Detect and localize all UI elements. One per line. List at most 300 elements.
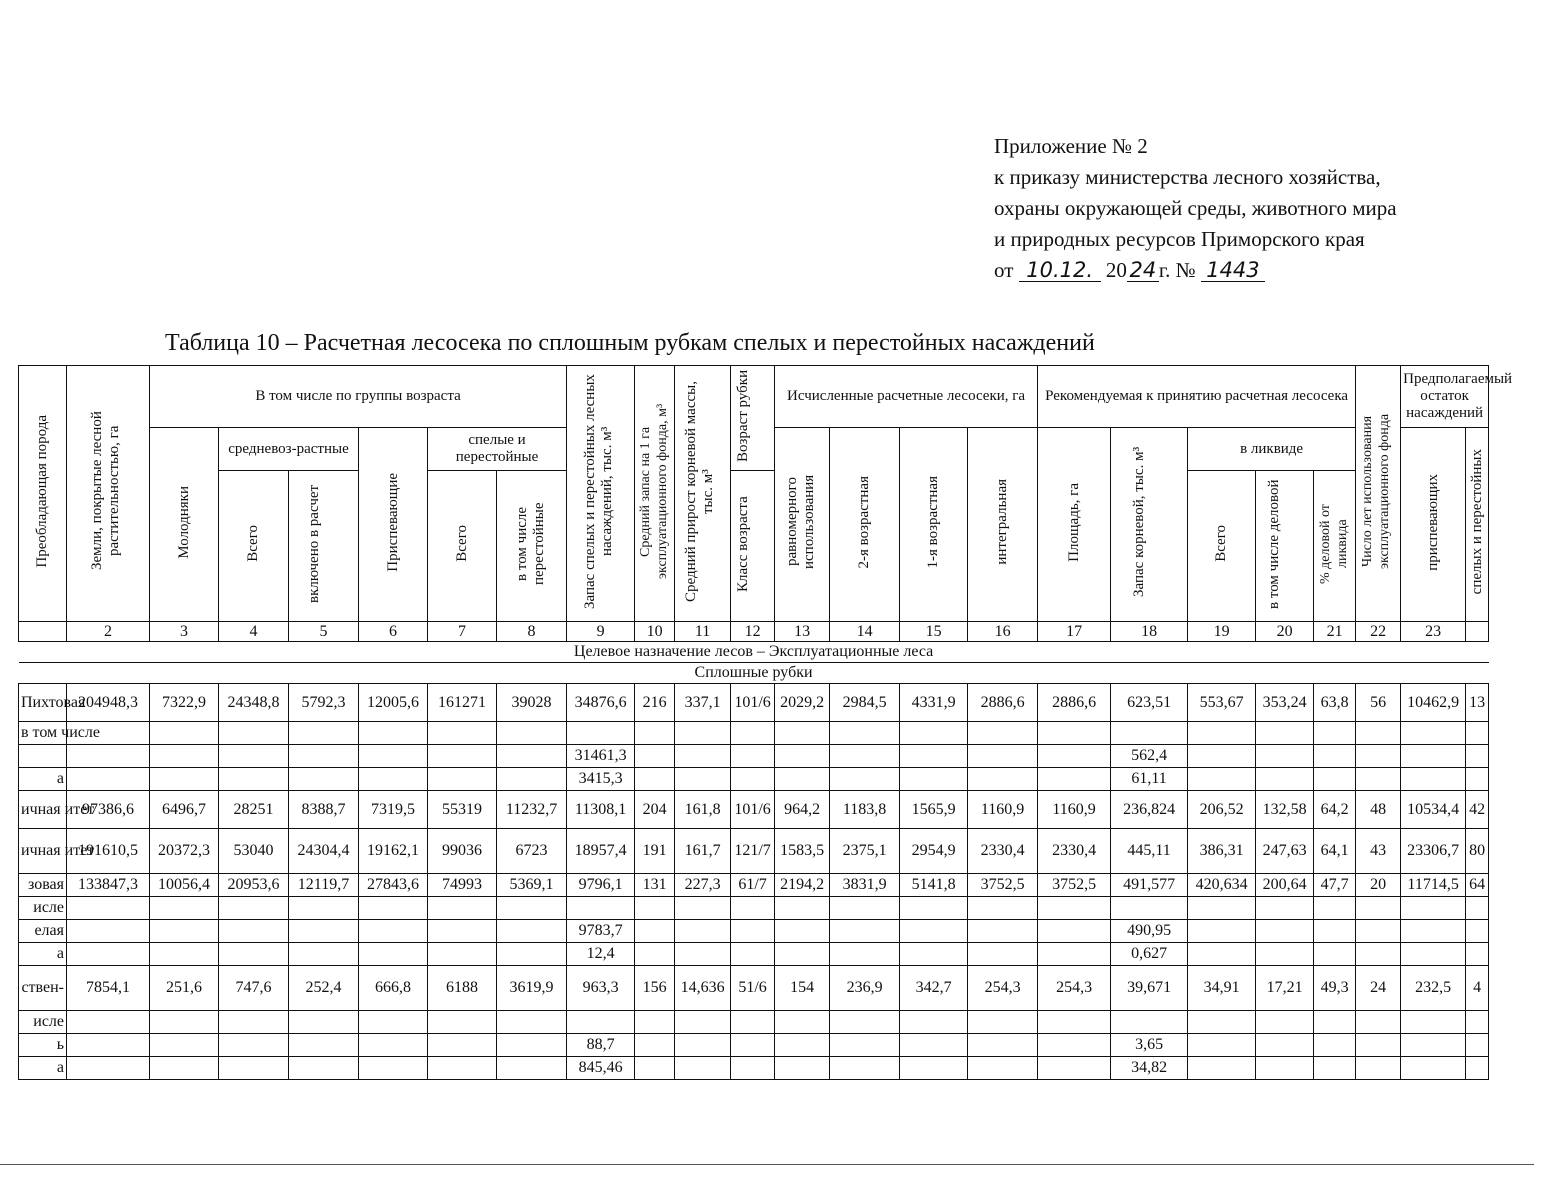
table-cell [150, 1011, 219, 1034]
table-cell: 20 [1356, 874, 1401, 897]
table-cell [1314, 920, 1356, 943]
table-cell [731, 1034, 775, 1057]
table-cell [150, 722, 219, 745]
table-cell: 23306,7 [1401, 829, 1466, 874]
header-overripe: в том числе перестойные [497, 471, 567, 622]
header-liquid-total: Всего [1188, 471, 1256, 622]
table-cell [968, 1057, 1038, 1080]
table-cell: 445,11 [1111, 829, 1188, 874]
table-cell [1466, 897, 1489, 920]
table-cell [567, 897, 635, 920]
section-cut-type: Сплошные рубки [19, 663, 1489, 684]
column-number: 11 [675, 622, 731, 642]
table-cell: 161,8 [675, 791, 731, 829]
table-cell [731, 1011, 775, 1034]
table-cell [497, 943, 567, 966]
table-cell [635, 1011, 675, 1034]
table-cell: 156 [635, 966, 675, 1011]
table-cell [219, 897, 289, 920]
table-cell [675, 722, 731, 745]
table-cell: 216 [635, 684, 675, 722]
table-cell [1038, 768, 1111, 791]
table-cell [1356, 1057, 1401, 1080]
table-cell: 1583,5 [775, 829, 830, 874]
table-cell [359, 943, 428, 966]
table-cell [359, 722, 428, 745]
header-remaining-stands: Предполагаемый остаток насаждений [1401, 366, 1489, 428]
table-cell: 49,3 [1314, 966, 1356, 1011]
table-cell: 88,7 [567, 1034, 635, 1057]
table-cell [775, 1011, 830, 1034]
table-cell [1356, 722, 1401, 745]
column-number [19, 622, 67, 642]
column-number: 6 [359, 622, 428, 642]
table-cell: 386,31 [1188, 829, 1256, 874]
table-cell [1356, 1034, 1401, 1057]
header-integral: интегральная [968, 428, 1038, 622]
table-cell [1188, 920, 1256, 943]
column-number: 23 [1401, 622, 1466, 642]
table-cell [731, 1057, 775, 1080]
table-cell: 2029,2 [775, 684, 830, 722]
table-cell: 10056,4 [150, 874, 219, 897]
table-cell: 204 [635, 791, 675, 829]
table-cell [67, 1034, 150, 1057]
table-cell: 491,577 [1111, 874, 1188, 897]
row-species-label: ичная итет [19, 791, 67, 829]
table-cell: 3752,5 [1038, 874, 1111, 897]
table-cell [1401, 920, 1466, 943]
section-purpose-row [19, 642, 1489, 663]
table-cell: 3831,9 [830, 874, 900, 897]
table-cell: 3619,9 [497, 966, 567, 1011]
table-cell [731, 943, 775, 966]
table-cell [900, 722, 968, 745]
table-cell: 666,8 [359, 966, 428, 1011]
table-cell [830, 1057, 900, 1080]
header-forest-land: Земли, покрытые лесной растительностью, га [67, 366, 150, 622]
handwritten-year: 24 [1127, 259, 1159, 282]
row-species-label: зовая [19, 874, 67, 897]
table-cell [219, 768, 289, 791]
table-cell [67, 943, 150, 966]
table-cell: 1160,9 [1038, 791, 1111, 829]
header-avg-growth: Средний прирост корневой массы, тыс. м³ [675, 366, 731, 622]
section-cut-type-row [19, 663, 1489, 684]
table-cell: 154 [775, 966, 830, 1011]
table-cell: 2886,6 [1038, 684, 1111, 722]
header-business-percent: % деловой от ликвида [1314, 471, 1356, 622]
table-cell: 204948,3 [67, 684, 150, 722]
table-cell [1111, 722, 1188, 745]
header-avg-stock: Средний запас на 1 га эксплуатационного фонда, м³ [635, 366, 675, 622]
table-cell [150, 897, 219, 920]
table-cell [428, 722, 497, 745]
table-cell [900, 920, 968, 943]
table-cell [567, 1011, 635, 1034]
table-cell [1314, 768, 1356, 791]
table-cell [289, 1057, 359, 1080]
table-cell: 6723 [497, 829, 567, 874]
table-cell: 10534,4 [1401, 791, 1466, 829]
header-liquid-business: в том числе деловой [1256, 471, 1314, 622]
table-cell [1401, 1011, 1466, 1034]
table-cell [1256, 1057, 1314, 1080]
table-cell [775, 1034, 830, 1057]
table-row [19, 768, 1489, 791]
table-cell [1256, 1034, 1314, 1057]
table-cell: 251,6 [150, 966, 219, 1011]
table-cell [1188, 745, 1256, 768]
header-premature-remaining: приспевающих [1401, 428, 1466, 622]
column-number: 13 [775, 622, 830, 642]
table-cell: 254,3 [1038, 966, 1111, 1011]
header-area: Площадь, га [1038, 428, 1111, 622]
table-cell: 10462,9 [1401, 684, 1466, 722]
table-cell: 24348,8 [219, 684, 289, 722]
table-cell: 12119,7 [289, 874, 359, 897]
order-line-1: к приказу министерства лесного хозяйства, [994, 165, 1381, 189]
header-ripe-total: Всего [428, 471, 497, 622]
row-species-label: исле [19, 1011, 67, 1034]
table-cell [359, 897, 428, 920]
table-cell: 191610,5 [67, 829, 150, 874]
table-cell [150, 1034, 219, 1057]
header-age-groups: В том числе по группы возраста [150, 366, 567, 428]
table-cell [497, 722, 567, 745]
header-young: Молодняки [150, 428, 219, 622]
table-cell: 1565,9 [900, 791, 968, 829]
table-cell: 9796,1 [567, 874, 635, 897]
table-cell [219, 745, 289, 768]
table-cell [1188, 1011, 1256, 1034]
table-cell: 254,3 [968, 966, 1038, 1011]
table-cell: 13 [1466, 684, 1489, 722]
table-cell [1466, 722, 1489, 745]
table-cell [1314, 722, 1356, 745]
table-cell: 64,1 [1314, 829, 1356, 874]
table-cell: 11232,7 [497, 791, 567, 829]
table-cell [67, 1057, 150, 1080]
table-cell: 55319 [428, 791, 497, 829]
table-cell [219, 920, 289, 943]
table-cell [150, 920, 219, 943]
table-cell: 623,51 [1111, 684, 1188, 722]
table-cell: 0,627 [1111, 943, 1188, 966]
table-cell [675, 1034, 731, 1057]
row-species-label: а [19, 1057, 67, 1080]
table-cell [289, 745, 359, 768]
column-number: 9 [567, 622, 635, 642]
table-cell [359, 768, 428, 791]
column-number: 3 [150, 622, 219, 642]
table-cell: 97386,6 [67, 791, 150, 829]
table-cell [289, 1011, 359, 1034]
table-cell: 236,824 [1111, 791, 1188, 829]
table-cell [731, 920, 775, 943]
table-cell [428, 1057, 497, 1080]
table-cell [830, 920, 900, 943]
table-cell [359, 1034, 428, 1057]
header-ripe-stock: Запас спелых и перестойных лесных насаждений, тыс. м³ [567, 366, 635, 622]
year-prefix: 20 [1105, 258, 1127, 282]
table-title: Таблица 10 – Расчетная лесосека по сплошным рубкам спелых и перестойных насаждений [165, 330, 1095, 356]
table-cell: 56 [1356, 684, 1401, 722]
table-cell: 12005,6 [359, 684, 428, 722]
row-species-label: а [19, 768, 67, 791]
table-container [18, 365, 1513, 1076]
table-cell: 2194,2 [775, 874, 830, 897]
table-cell [900, 1034, 968, 1057]
table-cell: 64 [1466, 874, 1489, 897]
table-row [19, 684, 1489, 722]
table-cell: 131 [635, 874, 675, 897]
order-line-3: и природных ресурсов Приморского края [994, 227, 1365, 251]
table-cell: 2984,5 [830, 684, 900, 722]
table-cell: 200,64 [1256, 874, 1314, 897]
table-cell [1256, 1011, 1314, 1034]
table-cell [830, 897, 900, 920]
table-cell: 121/7 [731, 829, 775, 874]
table-cell [497, 1057, 567, 1080]
table-cell: 7319,5 [359, 791, 428, 829]
table-cell [775, 1057, 830, 1080]
column-number: 22 [1356, 622, 1401, 642]
table-cell [1401, 897, 1466, 920]
table-cell [635, 745, 675, 768]
order-line-2: охраны окружающей среды, животного мира [994, 196, 1397, 220]
date-prefix: от [994, 258, 1014, 282]
table-cell [900, 745, 968, 768]
table-cell: 252,4 [289, 966, 359, 1011]
table-cell [1314, 1034, 1356, 1057]
row-species-label: в том числе [19, 722, 67, 745]
table-cell [1188, 722, 1256, 745]
header-uniform: равномерного использования [775, 428, 830, 622]
table-cell [289, 943, 359, 966]
table-cell [1466, 943, 1489, 966]
table-cell: 20953,6 [219, 874, 289, 897]
appendix-header [994, 131, 1534, 286]
table-cell [731, 722, 775, 745]
row-species-label: ствен- [19, 966, 67, 1011]
table-cell [968, 1011, 1038, 1034]
column-number: 17 [1038, 622, 1111, 642]
table-cell [67, 745, 150, 768]
table-cell: 31461,3 [567, 745, 635, 768]
row-species-label: ичная итет [19, 829, 67, 874]
table-row [19, 1034, 1489, 1057]
handwritten-order-number: 1443 [1201, 259, 1265, 282]
table-row [19, 1011, 1489, 1034]
table-cell: 232,5 [1401, 966, 1466, 1011]
row-species-label [19, 745, 67, 768]
header-calculated-cuts: Исчисленные расчетные лесосеки, га [775, 366, 1038, 428]
table-cell: 161271 [428, 684, 497, 722]
table-cell [1314, 745, 1356, 768]
table-cell: 5369,1 [497, 874, 567, 897]
table-cell: 8388,7 [289, 791, 359, 829]
table-cell [675, 897, 731, 920]
table-cell: 353,24 [1256, 684, 1314, 722]
cutting-table [18, 365, 1513, 1080]
table-cell [968, 920, 1038, 943]
table-cell: 34876,6 [567, 684, 635, 722]
year-suffix: г. № [1158, 258, 1196, 282]
row-species-label: елая [19, 920, 67, 943]
table-cell [497, 768, 567, 791]
table-cell [1466, 1034, 1489, 1057]
table-row [19, 943, 1489, 966]
table-row [19, 897, 1489, 920]
table-cell: 18957,4 [567, 829, 635, 874]
table-cell: 553,67 [1188, 684, 1256, 722]
table-cell: 12,4 [567, 943, 635, 966]
table-cell: 2330,4 [1038, 829, 1111, 874]
table-cell: 47,7 [1314, 874, 1356, 897]
column-number: 15 [900, 622, 968, 642]
table-cell: 74993 [428, 874, 497, 897]
table-cell: 161,7 [675, 829, 731, 874]
table-cell [567, 722, 635, 745]
table-cell [900, 1011, 968, 1034]
table-cell [1356, 943, 1401, 966]
table-cell [775, 920, 830, 943]
table-cell: 747,6 [219, 966, 289, 1011]
table-cell [731, 768, 775, 791]
table-row [19, 722, 1489, 745]
header-middle-total: Всего [219, 471, 289, 622]
table-cell [775, 722, 830, 745]
table-cell [359, 1057, 428, 1080]
table-cell [900, 1057, 968, 1080]
table-cell [1401, 1057, 1466, 1080]
table-cell [675, 1057, 731, 1080]
order-date-line [994, 255, 1534, 286]
table-cell [1401, 943, 1466, 966]
table-cell [900, 943, 968, 966]
table-cell: 101/6 [731, 684, 775, 722]
table-cell [635, 897, 675, 920]
table-row [19, 920, 1489, 943]
table-cell: 6188 [428, 966, 497, 1011]
table-cell [1111, 1011, 1188, 1034]
table-cell [900, 897, 968, 920]
table-cell: 2330,4 [968, 829, 1038, 874]
table-cell [830, 768, 900, 791]
header-first-age: 1-я возрастная [900, 428, 968, 622]
table-cell: 48 [1356, 791, 1401, 829]
table-cell [830, 722, 900, 745]
table-cell: 5141,8 [900, 874, 968, 897]
table-cell [1038, 745, 1111, 768]
table-cell: 1183,8 [830, 791, 900, 829]
table-cell [675, 943, 731, 966]
table-cell [1356, 768, 1401, 791]
table-cell [428, 897, 497, 920]
table-cell: 3,65 [1111, 1034, 1188, 1057]
table-cell [635, 943, 675, 966]
table-cell [1466, 920, 1489, 943]
table-cell [1038, 722, 1111, 745]
table-cell [150, 943, 219, 966]
page-bottom-rule [0, 1164, 1534, 1165]
table-cell: 420,634 [1188, 874, 1256, 897]
table-cell [968, 722, 1038, 745]
column-number: 5 [289, 622, 359, 642]
table-cell [968, 943, 1038, 966]
header-age-class: Класс возраста [731, 471, 775, 622]
column-number: 16 [968, 622, 1038, 642]
table-cell: 2886,6 [968, 684, 1038, 722]
table-cell [1256, 745, 1314, 768]
table-cell [150, 745, 219, 768]
table-cell [830, 943, 900, 966]
table-cell: 43 [1356, 829, 1401, 874]
header-liquid: в ликвиде [1188, 428, 1356, 471]
table-cell [428, 768, 497, 791]
table-cell: 2954,9 [900, 829, 968, 874]
table-cell [1466, 1057, 1489, 1080]
table-row [19, 1057, 1489, 1080]
table-cell [497, 920, 567, 943]
table-cell: 3752,5 [968, 874, 1038, 897]
table-cell [675, 1011, 731, 1034]
table-cell [1256, 768, 1314, 791]
table-cell: 11714,5 [1401, 874, 1466, 897]
table-cell: 53040 [219, 829, 289, 874]
table-cell [635, 1034, 675, 1057]
table-cell [1256, 897, 1314, 920]
table-cell: 14,636 [675, 966, 731, 1011]
table-cell [775, 897, 830, 920]
table-cell [150, 768, 219, 791]
table-cell [635, 1057, 675, 1080]
table-cell [1401, 768, 1466, 791]
table-cell: 17,21 [1256, 966, 1314, 1011]
column-number: 4 [219, 622, 289, 642]
table-cell: 337,1 [675, 684, 731, 722]
table-cell [289, 1034, 359, 1057]
table-cell: 61/7 [731, 874, 775, 897]
table-row [19, 745, 1489, 768]
table-cell [289, 768, 359, 791]
table-cell: 490,95 [1111, 920, 1188, 943]
table-cell: 206,52 [1188, 791, 1256, 829]
handwritten-date: 10.12. [1019, 259, 1101, 282]
table-cell [635, 920, 675, 943]
table-row [19, 829, 1489, 874]
table-cell: 133847,3 [67, 874, 150, 897]
table-cell [1038, 1011, 1111, 1034]
table-cell: 24 [1356, 966, 1401, 1011]
table-cell [731, 897, 775, 920]
table-cell [1188, 897, 1256, 920]
table-cell [1188, 943, 1256, 966]
table-cell [428, 1011, 497, 1034]
header-middle-included: включено в расчет [289, 471, 359, 622]
table-cell [219, 722, 289, 745]
table-cell: 42 [1466, 791, 1489, 829]
row-species-label: Пихтовая [19, 684, 67, 722]
table-cell: 7322,9 [150, 684, 219, 722]
table-cell: 80 [1466, 829, 1489, 874]
table-cell [1314, 1011, 1356, 1034]
table-cell: 342,7 [900, 966, 968, 1011]
table-cell: 227,3 [675, 874, 731, 897]
table-cell: 27843,6 [359, 874, 428, 897]
table-cell [675, 768, 731, 791]
